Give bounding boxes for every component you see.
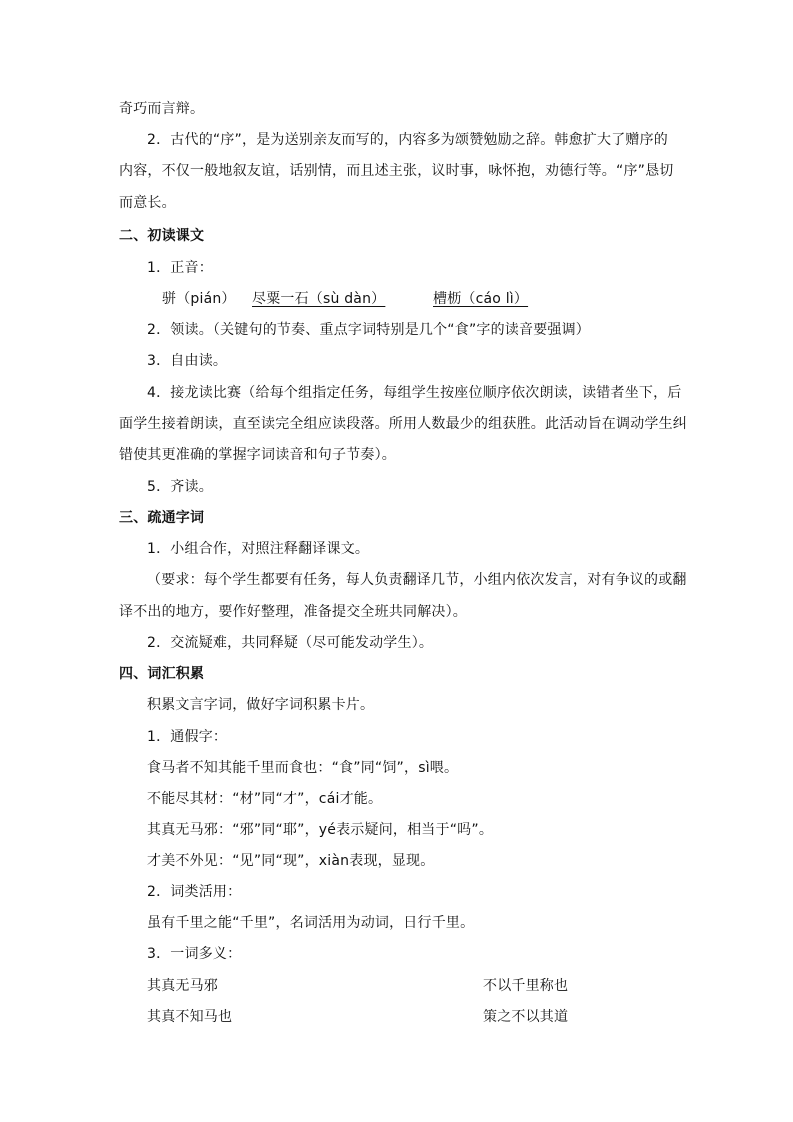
list-item: 2．交流疑难，共同释疑（尽可能发动学生）。	[147, 635, 434, 651]
polysemy-left: 其真无马邪	[147, 978, 218, 994]
list-item: 3．一词多义：	[147, 946, 242, 962]
list-item: 1．通假字：	[147, 729, 228, 745]
list-item: 4．接龙读比赛（给每个组指定任务，每组学生按座位顺序依次朗读，读错者坐下，后	[147, 385, 682, 401]
list-item: 2．领读。（关键句的节奏、重点字词特别是几个“食”字的读音要强调）	[147, 322, 591, 338]
paragraph-line: 积累文言字词，做好字词积累卡片。	[147, 697, 375, 713]
list-item: 3．自由读。	[147, 353, 228, 369]
pronunciation-item: 槽枥（cáo lì）	[433, 291, 529, 307]
paragraph-line: 错使其更准确的掌握字词读音和句子节奏）。	[119, 447, 396, 463]
paragraph-line: 内容，不仅一般地叙友谊，话别情，而且述主张，议时事，咏怀抱，劝德行等。“序”恳切	[119, 163, 674, 179]
paragraph-line: 译不出的地方，要作好整理，准备提交全班共同解决）。	[119, 604, 467, 620]
paragraph-line: （要求：每个学生都要有任务，每人负责翻译几节，小组内依次发言，对有争议的或翻	[147, 572, 687, 588]
section-heading: 二、初读课文	[119, 228, 205, 244]
pronunciation-item: 尽粟一石（sù dàn）	[252, 291, 386, 307]
paragraph-line: 2．古代的“序”，是为送别亲友而写的，内容多为颂赞勉励之辞。韩愈扩大了赠序的	[147, 132, 669, 148]
paragraph-line: 而意长。	[119, 195, 176, 211]
tongjia-item: 才美不外见：“见”同“现”，xiàn表现，显现。	[147, 853, 435, 869]
tongjia-item: 不能尽其材：“材”同“才”，cái才能。	[147, 791, 383, 807]
polysemy-left: 其真不知马也	[147, 1009, 233, 1025]
section-heading: 四、词汇积累	[119, 666, 205, 682]
polysemy-right: 不以千里称也	[483, 978, 569, 994]
tongjia-item: 其真无马邪：“邪”同“耶”，yé表示疑问，相当于“吗”。	[147, 822, 494, 838]
list-item: 2．词类活用：	[147, 884, 242, 900]
list-item: 5．齐读。	[147, 479, 213, 495]
tongjia-item: 食马者不知其能千里而食也：“食”同“饲”，sì喂。	[147, 760, 459, 776]
list-item: 1．正音：	[147, 260, 213, 276]
pronunciation-item: 骈（pián）	[162, 291, 236, 307]
list-item: 1．小组合作，对照注释翻译课文。	[147, 541, 370, 557]
section-heading: 三、疏通字词	[119, 510, 205, 526]
polysemy-right: 策之不以其道	[483, 1009, 569, 1025]
word-class-item: 虽有千里之能“千里”，名词活用为动词，日行千里。	[147, 915, 475, 931]
paragraph-line: 面学生接着朗读，直至读完全组应读段落。所用人数最少的组获胜。此活动旨在调动学生纠	[119, 416, 687, 432]
continued-text: 奇巧而言辩。	[119, 101, 205, 117]
